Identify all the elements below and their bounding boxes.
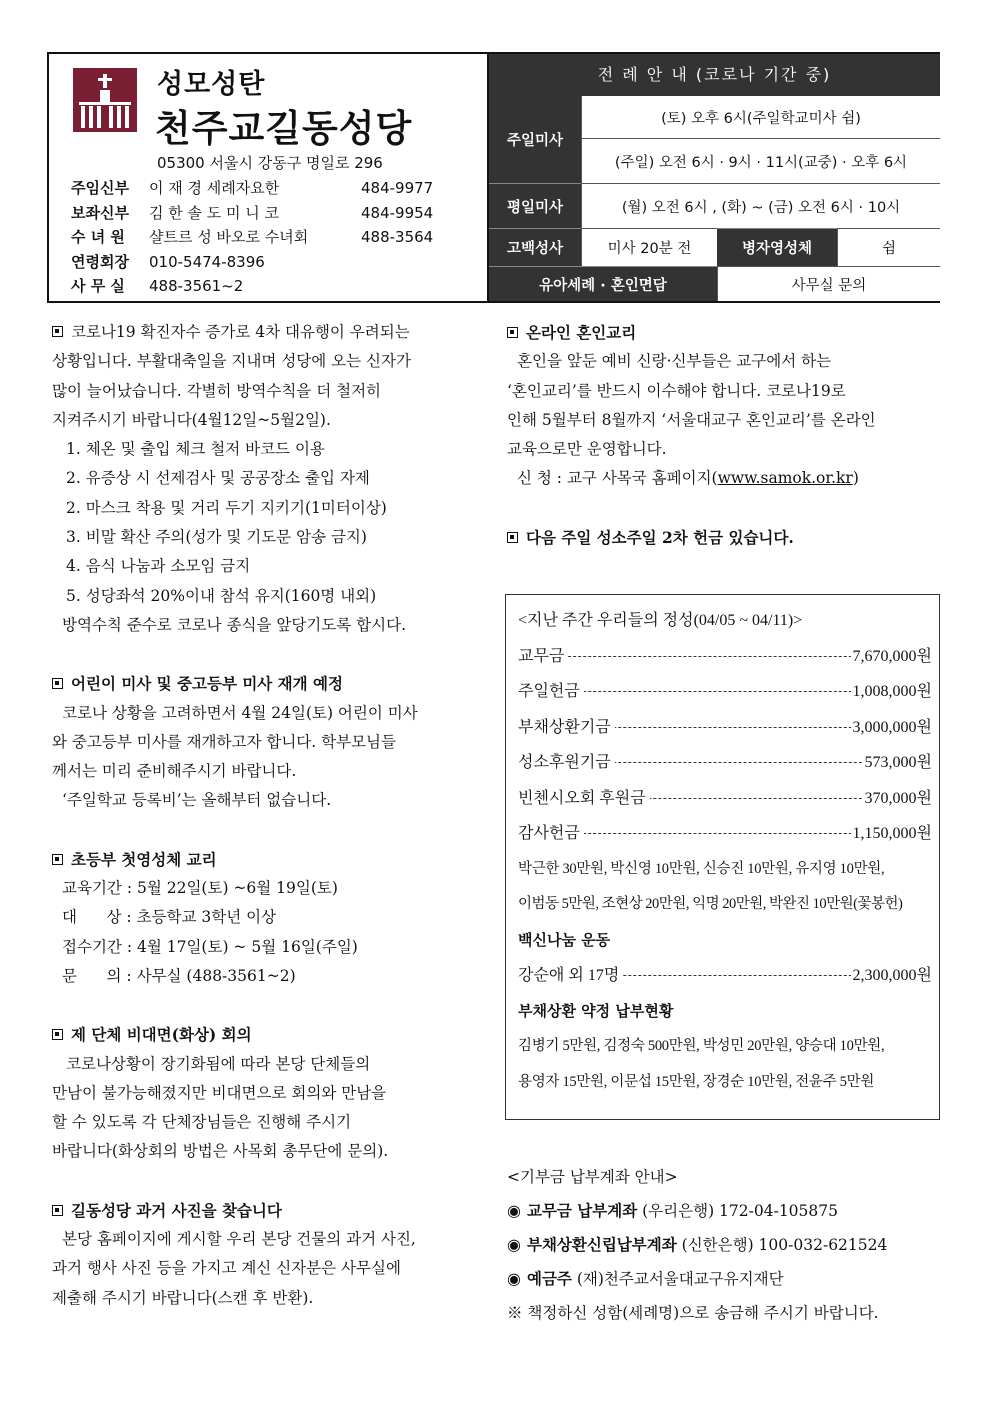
sick-communion-label: 병자영성체 (717, 228, 837, 266)
offering-title: <지난 주간 우리들의 정성(04/05 ~ 04/11)> (518, 612, 803, 629)
communion-info-line: 대 상 : 초등학교 3학년 이상 (62, 908, 277, 927)
staff-phone: 484-9977 (361, 179, 434, 197)
offering-summary-box (505, 594, 940, 1120)
thanks-donors-line: 박근한 30만원, 박신영 10만원, 신승진 10만원, 유지영 10만원, (518, 860, 885, 877)
sunday-mass-label: 주일미사 (489, 96, 581, 183)
square-bullet-icon (507, 327, 518, 338)
staff-name: 488-3561~2 (149, 277, 244, 295)
square-bullet-icon (52, 1029, 63, 1040)
weekday-mass-times: (월) 오전 6시 , (화) ~ (금) 오전 6시 · 10시 (581, 183, 940, 228)
square-bullet-icon (52, 678, 63, 689)
meeting-line: 할 수 있도록 각 단체장님들은 진행해 주시기 (52, 1113, 352, 1132)
account-row: ◉ 예금주 (재)천주교서울대교구유지재단 (507, 1269, 784, 1288)
bullseye-icon: ◉ (507, 1201, 521, 1220)
bullseye-icon: ◉ (507, 1235, 521, 1254)
photos-line: 제출해 주시기 바랍니다(스캔 후 반환). (52, 1288, 314, 1307)
covid-rule-item: 5. 성당좌석 20%이내 참석 유지(160명 내외) (66, 586, 377, 605)
pledge-title: 부채상환 약정 납부현황 (518, 1001, 674, 1020)
covid-notice-line: 지켜주시기 바랍니다(4월12일~5월2일). (52, 410, 331, 429)
weekday-mass-label: 평일미사 (489, 183, 581, 228)
parish-info (49, 54, 487, 301)
schedule-title: 전 례 안 내 (코로나 기간 중) (489, 54, 940, 96)
marriage-line: 혼인을 앞둔 예비 신랑·신부들은 교구에서 하는 (517, 352, 832, 371)
infant-baptism-value: 사무실 문의 (717, 266, 940, 301)
covid-closing: 방역수칙 준수로 코로나 종식을 앞당기도록 합시다. (62, 615, 406, 634)
covid-rule-item: 1. 체온 및 출입 체크 철저 바코드 이용 (66, 440, 325, 459)
collection-notice: 다음 주일 성소주일 2차 헌금 있습니다. (507, 523, 940, 552)
accounts-note: ※ 책정하신 성함(세례명)으로 송금해 주시기 바랍니다. (507, 1304, 879, 1322)
confession-label: 고백성사 (489, 228, 581, 266)
square-bullet-icon (507, 532, 518, 543)
logo-title-small: 성모성탄 (157, 69, 266, 100)
samok-homepage-link[interactable]: www.samok.or.kr (717, 469, 853, 488)
logo-title-large: 천주교길동성당 (155, 107, 413, 150)
staff-role: 수 녀 원 (71, 228, 125, 246)
staff-role: 보좌신부 (71, 203, 129, 222)
staff-name: 샬트르 성 바오로 수녀회 (149, 228, 309, 246)
offering-row: 부채상환기금 3,000,000원 (518, 710, 932, 746)
offering-row: 성소후원기금 573,000원 (518, 745, 932, 781)
staff-name: 010-5474-8396 (149, 252, 265, 271)
thanks-donors-line: 이범동 5만원, 조현상 20만원, 익명 20만원, 박완진 10만원(꽃봉헌) (518, 896, 903, 912)
section-title: 초등부 첫영성체 교리 (52, 845, 482, 874)
square-bullet-icon (52, 1205, 63, 1216)
children-mass-line: 코로나 상황을 고려하면서 4월 24일(토) 어린이 미사 (62, 703, 418, 722)
communion-info-line: 문 의 : 사무실 (488-3561~2) (62, 966, 296, 985)
covid-notice-line: 코로나19 확진자수 증가로 4차 대유행이 우려되는 (52, 318, 482, 347)
confession-time: 미사 20분 전 (581, 228, 717, 266)
meeting-line: 만남이 불가능해졌지만 비대면으로 회의와 만남을 (52, 1083, 387, 1102)
marriage-line: 교육으로만 운영합니다. (507, 440, 667, 459)
staff-phone: 488-3564 (361, 228, 434, 246)
pledge-line: 김병기 5만원, 김정숙 500만원, 박성민 20만원, 양승대 10만원, (518, 1038, 885, 1054)
marriage-apply-line: 신 청 : 교구 사목국 홈페이지(www.samok.or.kr) (517, 469, 859, 488)
children-mass-line: ‘주일학교 등록비’는 올해부터 없습니다. (62, 791, 332, 810)
communion-info-line: 접수기간 : 4월 17일(토) ~ 5월 16일(주일) (62, 937, 358, 956)
sunday-mass-sunday: (주일) 오전 6시 · 9시 · 11시(교중) · 오후 6시 (581, 138, 940, 183)
sunday-mass-saturday: (토) 오후 6시(주일학교미사 쉼) (581, 96, 940, 138)
staff-name: 김 한 솔 도 미 니 코 (149, 203, 280, 222)
offering-row: 강순애 외 17명 2,300,000원 (518, 958, 932, 994)
covid-rule-item: 2. 유증상 시 선제검사 및 공공장소 출입 자제 (66, 469, 370, 488)
right-column (507, 318, 940, 552)
marriage-line: ‘혼인교리’를 반드시 이수해야 합니다. 코로나19로 (507, 381, 846, 400)
offering-row: 감사헌금 1,150,000원 (518, 816, 932, 852)
liturgy-schedule-table (487, 54, 940, 301)
left-column (52, 318, 482, 1313)
children-mass-line: 와 중고등부 미사를 재개하고자 합니다. 학부모님들 (52, 732, 396, 751)
communion-info-line: 교육기간 : 5월 22일(토) ~6월 19일(토) (62, 879, 338, 898)
square-bullet-icon (52, 326, 63, 337)
section-title: 온라인 혼인교리 (507, 318, 940, 347)
photos-line: 본당 홈페이지에 게시할 우리 본당 건물의 과거 사진, (62, 1230, 416, 1249)
covid-rule-item: 3. 비말 확산 주의(성가 및 기도문 암송 금지) (66, 528, 367, 547)
account-row: ◉ 교무금 납부계좌 (우리은행) 172-04-105875 (507, 1201, 838, 1220)
photos-line: 과거 행사 사진 등을 가지고 계신 신자분은 사무실에 (52, 1259, 401, 1278)
offering-row: 주일헌금 1,008,000원 (518, 674, 932, 710)
parish-address: 05300 서울시 강동구 명일로 296 (157, 154, 383, 172)
covid-rule-item: 4. 음식 나눔과 소모임 금지 (66, 557, 251, 576)
section-title: 제 단체 비대면(화상) 회의 (52, 1020, 482, 1049)
infant-baptism-label: 유아세례 · 혼인면담 (489, 266, 717, 301)
pledge-line: 용영자 15만원, 이문섭 15만원, 장경순 10만원, 전윤주 5만원 (518, 1073, 875, 1090)
offering-row: 교무금 7,670,000원 (518, 639, 932, 675)
offering-row: 빈첸시오회 후원금 370,000원 (518, 781, 932, 817)
section-title: 어린이 미사 및 중고등부 미사 재개 예정 (52, 669, 482, 698)
staff-role: 연령회장 (71, 252, 129, 271)
staff-role: 사 무 실 (71, 277, 125, 295)
vaccine-title: 백신나눔 운동 (518, 930, 611, 949)
staff-role: 주임신부 (71, 179, 129, 197)
children-mass-line: 께서는 미리 준비해주시기 바랍니다. (52, 762, 297, 781)
account-row: ◉ 부채상환신립납부계좌 (신한은행) 100-032-621524 (507, 1235, 888, 1254)
staff-name: 이 재 경 세례자요한 (149, 179, 280, 197)
donation-accounts (507, 1160, 940, 1330)
marriage-line: 인해 5월부터 8월까지 ‘서울대교구 혼인교리’를 온라인 (507, 410, 876, 429)
sick-communion-value: 쉼 (837, 228, 940, 266)
covid-notice-line: 많이 늘어났습니다. 각별히 방역수칙을 더 철저히 (52, 381, 382, 400)
covid-rule-item: 2. 마스크 착용 및 거리 두기 지키기(1미터이상) (66, 498, 387, 517)
accounts-title: <기부금 납부계좌 안내> (507, 1168, 678, 1186)
parish-logo-icon (73, 68, 137, 132)
meeting-line: 코로나상황이 장기화됨에 따라 본당 단체들의 (66, 1054, 371, 1073)
covid-notice-line: 상황입니다. 부활대축일을 지내며 성당에 오는 신자가 (52, 352, 411, 371)
section-title: 길동성당 과거 사진을 찾습니다 (52, 1196, 482, 1225)
square-bullet-icon (52, 854, 63, 865)
bulletin-header (47, 52, 940, 303)
meeting-line: 바랍니다(화상회의 방법은 사목회 총무단에 문의). (52, 1142, 389, 1161)
staff-phone: 484-9954 (361, 203, 434, 222)
bullseye-icon: ◉ (507, 1269, 521, 1288)
